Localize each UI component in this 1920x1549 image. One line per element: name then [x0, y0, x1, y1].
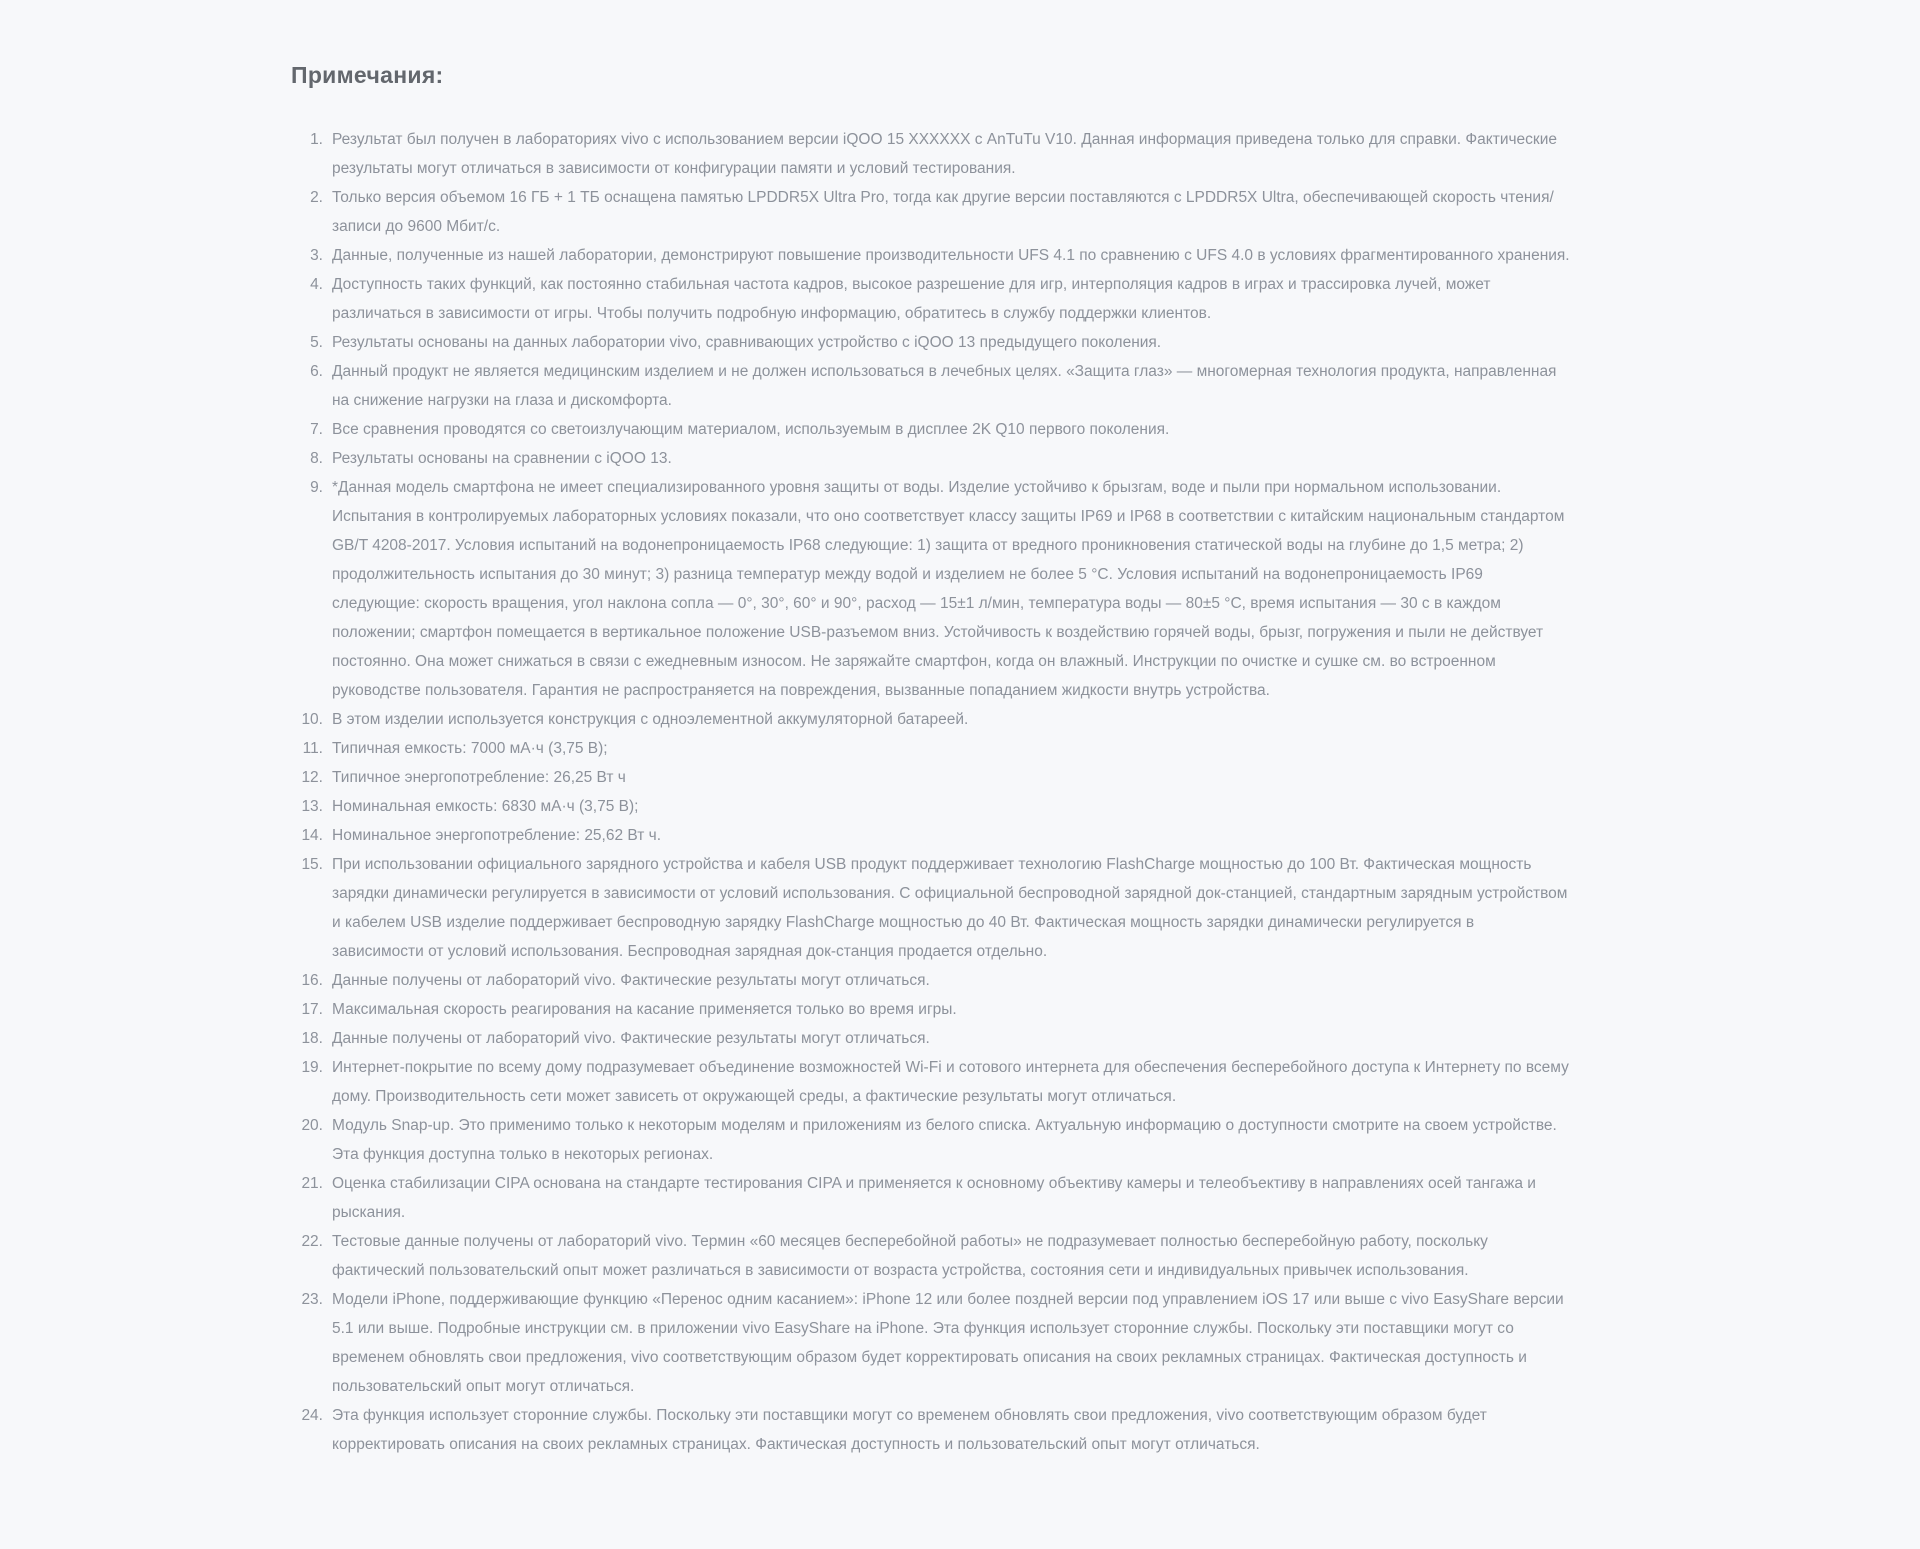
note-item: [291, 241, 1570, 270]
note-text: Результат был получен в лабораториях vivo с использованием версии iQOO 15 XXXXXX с AnTuTu V10. Данная информация приведена только для справки. Фактические результаты могут отличаться в зависимости от конфигурации памяти и условий тестирования.: [332, 131, 1557, 177]
note-text: Результаты основаны на сравнении с iQOO 13.: [332, 450, 672, 467]
note-number: 16.: [301, 972, 323, 989]
note-number: 14.: [301, 827, 323, 844]
note-number: 7.: [310, 421, 323, 438]
note-number: 22.: [301, 1233, 323, 1250]
note-item: [291, 1111, 1570, 1169]
note-text: Доступность таких функций, как постоянно стабильная частота кадров, высокое разрешение для игр, интерполяция кадров в играх и трассировка лучей, может различаться в зависимости от игры. Чтобы получить подробную информацию, обратитесь в службу поддержки клиентов.: [332, 276, 1491, 322]
note-item: [291, 357, 1570, 415]
note-number: 2.: [310, 189, 323, 206]
note-item: [291, 444, 1570, 473]
note-item: [291, 763, 1570, 792]
note-text: Данные получены от лабораторий vivo. Фактические результаты могут отличаться.: [332, 1030, 930, 1047]
note-text: При использовании официального зарядного устройства и кабеля USB продукт поддерживает технологию FlashCharge мощностью до 100 Вт. Фактическая мощность зарядки динамически регулируется в зависимости от условий использования. С официальной беспроводной зарядной док-станцией, стандартным зарядным устройством и кабелем USB изделие поддерживает беспроводную зарядку FlashCharge мощностью до 40 Вт. Фактическая мощность зарядки динамически регулируется в зависимости от условий использования. Беспроводная зарядная док-станция продается отдельно.: [332, 856, 1568, 960]
note-item: [291, 966, 1570, 995]
note-text: Эта функция использует сторонние службы. Поскольку эти поставщики могут со временем обновлять свои предложения, vivo соответствующим образом будет корректировать описания на своих рекламных страницах. Фактическая доступность и пользовательский опыт могут отличаться.: [332, 1407, 1487, 1453]
note-number: 17.: [301, 1001, 323, 1018]
note-number: 10.: [301, 711, 323, 728]
note-number: 9.: [310, 479, 323, 496]
notes-heading: Примечания:: [291, 62, 444, 88]
note-text: Номинальное энергопотребление: 25,62 Вт ч.: [332, 827, 662, 844]
note-number: 8.: [310, 450, 323, 467]
note-text: Данные получены от лабораторий vivo. Фактические результаты могут отличаться.: [332, 972, 930, 989]
note-item: [291, 1285, 1570, 1401]
note-text: Модели iPhone, поддерживающие функцию «Перенос одним касанием»: iPhone 12 или более поздней версии под управлением iOS 17 или выше с vivo EasyShare версии 5.1 или выше. Подробные инструкции см. в приложении vivo EasyShare на iPhone. Эта функция использует сторонние службы. Поскольку эти поставщики могут со временем обновлять свои предложения, vivo соответствующим образом будет корректировать описания на своих рекламных страницах. Фактическая доступность и пользовательский опыт могут отличаться.: [332, 1291, 1564, 1395]
note-item: [291, 821, 1570, 850]
note-number: 18.: [301, 1030, 323, 1047]
note-text: Типичное энергопотребление: 26,25 Вт ч: [332, 769, 626, 786]
note-text: Типичная емкость: 7000 мА·ч (3,75 В);: [332, 740, 608, 757]
note-number: 19.: [301, 1059, 323, 1076]
note-item: [291, 328, 1570, 357]
note-number: 24.: [301, 1407, 323, 1424]
note-text: Максимальная скорость реагирования на касание применяется только во время игры.: [332, 1001, 957, 1018]
note-item: [291, 1401, 1570, 1459]
note-item: [291, 415, 1570, 444]
note-number: 23.: [301, 1291, 323, 1308]
note-text: Тестовые данные получены от лабораторий vivo. Термин «60 месяцев бесперебойной работы» не подразумевает полностью бесперебойную работу, поскольку фактический пользовательский опыт может различаться в зависимости от возраста устройства, состояния сети и индивидуальных привычек использования.: [332, 1233, 1488, 1279]
note-number: 3.: [310, 247, 323, 264]
note-text: Данный продукт не является медицинским изделием и не должен использоваться в лечебных целях. «Защита глаз» — многомерная технология продукта, направленная на снижение нагрузки на глаза и дискомфорта.: [332, 363, 1557, 409]
note-text: В этом изделии используется конструкция с одноэлементной аккумуляторной батареей.: [332, 711, 969, 728]
note-item: [291, 1053, 1570, 1111]
note-text: Данные, полученные из нашей лаборатории, демонстрируют повышение производительности UFS 4.1 по сравнению с UFS 4.0 в условиях фрагментированного хранения.: [332, 247, 1570, 264]
note-text: Модуль Snap-up. Это применимо только к некоторым моделям и приложениям из белого списка. Актуальную информацию о доступности смотрите на своем устройстве. Эта функция доступна только в некоторых регионах.: [332, 1117, 1557, 1163]
note-item: [291, 995, 1570, 1024]
note-number: 21.: [301, 1175, 323, 1192]
note-item: [291, 183, 1570, 241]
note-item: [291, 850, 1570, 966]
note-text: Оценка стабилизации CIPA основана на стандарте тестирования CIPA и применяется к основному объективу камеры и телеобъективу в направлениях осей тангажа и рыскания.: [332, 1175, 1536, 1221]
note-item: [291, 734, 1570, 763]
note-item: [291, 1024, 1570, 1053]
notes-list: [291, 125, 1570, 1459]
note-number: 4.: [310, 276, 323, 293]
note-number: 1.: [310, 131, 323, 148]
note-number: 20.: [301, 1117, 323, 1134]
note-item: [291, 1227, 1570, 1285]
note-text: Только версия объемом 16 ГБ + 1 ТБ оснащена памятью LPDDR5X Ultra Pro, тогда как другие версии поставляются с LPDDR5X Ultra, обеспечивающей скорость чтения/записи до 9600 Мбит/с.: [332, 189, 1554, 235]
note-number: 11.: [302, 740, 323, 757]
note-text: Интернет-покрытие по всему дому подразумевает объединение возможностей Wi-Fi и сотового интернета для обеспечения бесперебойного доступа к Интернету по всему дому. Производительность сети может зависеть от окружающей среды, а фактические результаты могут отличаться.: [332, 1059, 1569, 1105]
note-number: 12.: [301, 769, 323, 786]
note-text: Все сравнения проводятся со светоизлучающим материалом, используемым в дисплее 2K Q10 первого поколения.: [332, 421, 1170, 438]
note-number: 13.: [301, 798, 323, 815]
note-number: 15.: [301, 856, 323, 873]
note-number: 5.: [310, 334, 323, 351]
note-item: [291, 125, 1570, 183]
note-text: *Данная модель смартфона не имеет специализированного уровня защиты от воды. Изделие устойчиво к брызгам, воде и пыли при нормальном использовании. Испытания в контролируемых лабораторных условиях показали, что оно соответствует классу защиты IP69 и IP68 в соответствии с китайским национальным стандартом GB/T 4208-2017. Условия испытаний на водонепроницаемость IP68 следующие: 1) защита от вредного проникновения статической воды на глубине до 1,5 метра; 2) продолжительность испытания до 30 минут; 3) разница температур между водой и изделием не более 5 °C. Условия испытаний на водонепроницаемость IP69 следующие: скорость вращения, угол наклона сопла — 0°, 30°, 60° и 90°, расход — 15±1 л/мин, температура воды — 80±5 °C, время испытания — 30 с в каждом положении; смартфон помещается в вертикальное положение USB-разъемом вниз. Устойчивость к воздействию горячей воды, брызг, погружения и пыли не действует постоянно. Она может снижаться в связи с ежедневным износом. Не заряжайте смартфон, когда он влажный. Инструкции по очистке и сушке см. во встроенном руководстве пользователя. Гарантия не распространяется на повреждения, вызванные попаданием жидкости внутрь устройства.: [332, 479, 1565, 699]
note-text: Номинальная емкость: 6830 мА·ч (3,75 В);: [332, 798, 639, 815]
note-item: [291, 473, 1570, 705]
note-item: [291, 792, 1570, 821]
note-item: [291, 705, 1570, 734]
note-number: 6.: [310, 363, 323, 380]
note-item: [291, 270, 1570, 328]
note-text: Результаты основаны на данных лаборатории vivo, сравнивающих устройство с iQOO 13 предыдущего поколения.: [332, 334, 1162, 351]
